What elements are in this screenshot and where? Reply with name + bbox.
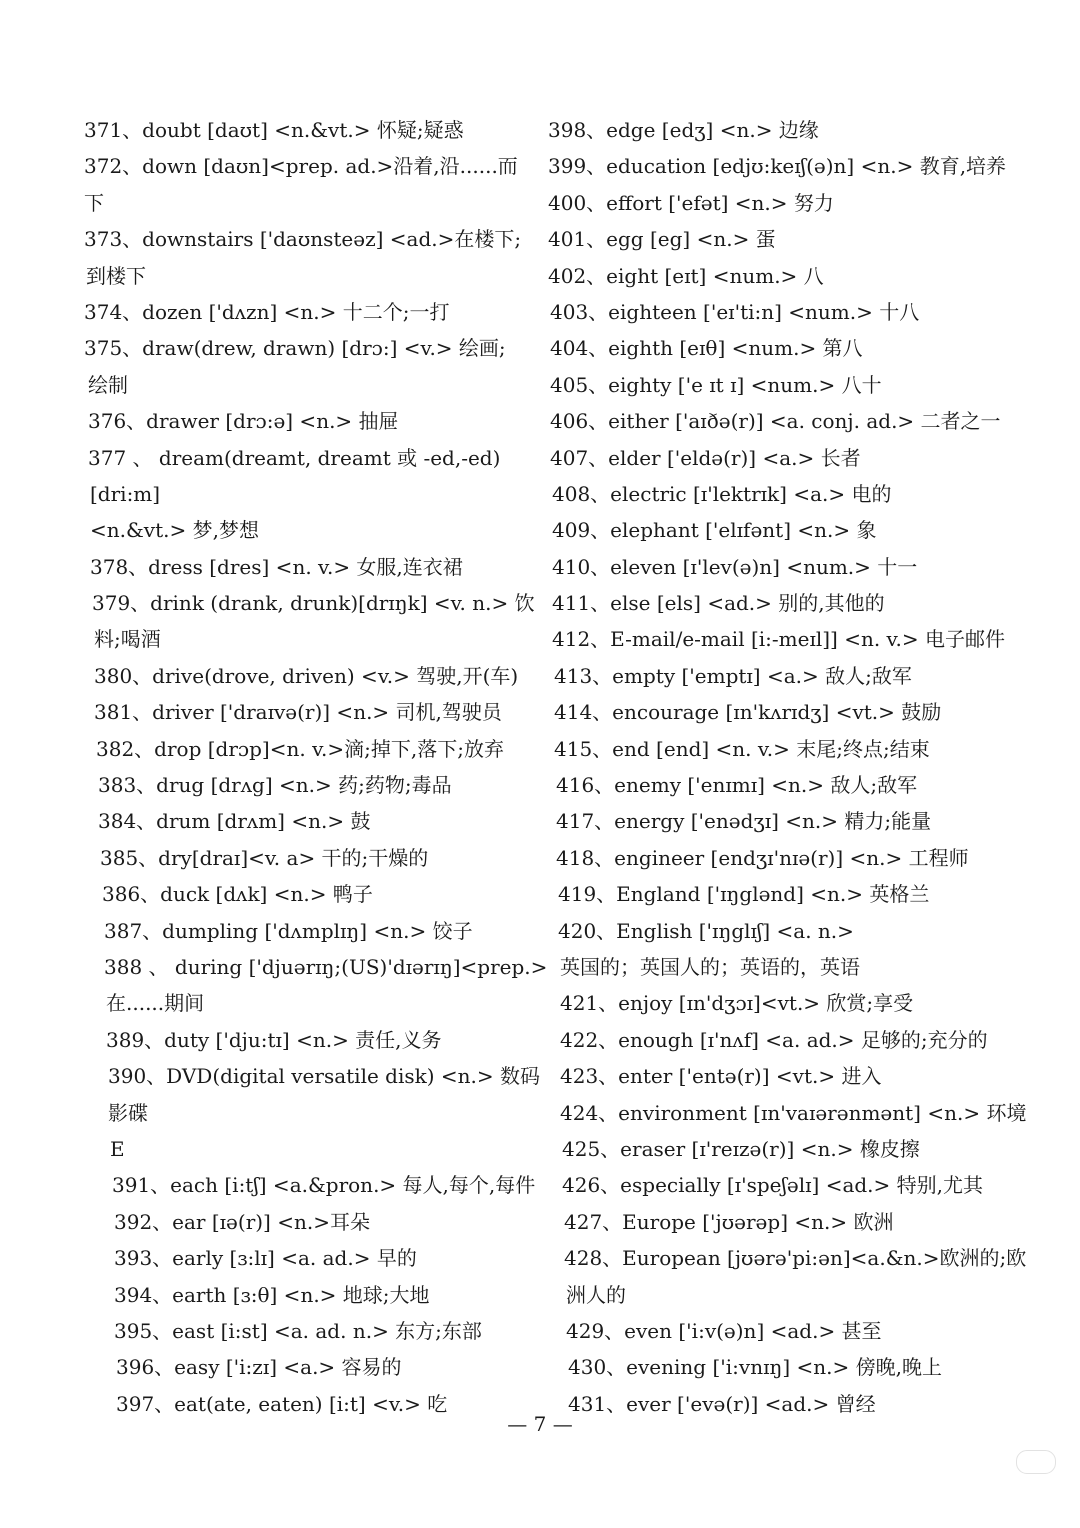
entry-line: 424、environment [ɪn'vaɪərənmənt] <n.> 环境 bbox=[560, 1100, 1027, 1125]
entry-line: 378、dress [dres] <n. v.> 女服,连衣裙 bbox=[90, 554, 463, 579]
entry-line: 429、even ['i:v(ə)n] <ad.> 甚至 bbox=[566, 1318, 882, 1343]
entry-line: 390、DVD(digital versatile disk) <n.> 数码 bbox=[108, 1064, 541, 1089]
entry-line: 423、enter ['entə(r)] <vt.> 进入 bbox=[560, 1064, 882, 1089]
entry-line: E bbox=[110, 1136, 125, 1161]
entry-line: 380、drive(drove, driven) <v.> 驾驶,开(车) bbox=[94, 663, 519, 688]
entry-line: 402、eight [eɪt] <num.> 八 bbox=[548, 263, 824, 288]
entry-line: 417、energy ['enədʒɪ] <n.> 精力;能量 bbox=[556, 809, 932, 834]
right-column bbox=[548, 112, 1027, 1422]
entry-line: 414、encourage [ɪn'kʌrɪdʒ] <vt.> 鼓励 bbox=[554, 700, 942, 725]
entry-line: 419、England ['ɪŋglənd] <n.> 英格兰 bbox=[558, 882, 930, 907]
entry-line: 397、eat(ate, eaten) [i:t] <v.> 吃 bbox=[116, 1391, 448, 1416]
entry-line: 395、east [i:st] <a. ad. n.> 东方;东部 bbox=[114, 1318, 482, 1343]
entry-line: 405、eighty ['e ɪt ɪ] <num.> 八十 bbox=[550, 372, 882, 397]
entry-line: 388 、 during ['djuərɪŋ;(US)'dɪərɪŋ]<prep.> bbox=[104, 954, 548, 979]
entry-line: 426、especially [ɪ'speʃəlɪ] <ad.> 特别,尤其 bbox=[562, 1173, 984, 1198]
entry-line: 401、egg [eg] <n.> 蛋 bbox=[548, 227, 776, 252]
entry-line: 料;喝酒 bbox=[94, 627, 161, 652]
entry-line: 408、electric [ɪ'lektrɪk] <a.> 电的 bbox=[552, 481, 892, 506]
entry-line: 391、each [i:tʃ] <a.&pron.> 每人,每个,每件 bbox=[112, 1173, 536, 1198]
entry-line: 430、evening ['i:vnɪŋ] <n.> 傍晚,晚上 bbox=[568, 1355, 942, 1380]
entry-line: 382、drop [drɔp]<n. v.>滴;掉下,落下;放弃 bbox=[96, 736, 504, 761]
entry-line: 392、ear [ɪə(r)] <n.>耳朵 bbox=[114, 1209, 370, 1234]
entry-line: 384、drum [drʌm] <n.> 鼓 bbox=[98, 809, 371, 834]
entry-line: 427、Europe ['jʊərəp] <n.> 欧洲 bbox=[564, 1209, 894, 1234]
entry-line: 387、dumpling ['dʌmplɪŋ] <n.> 饺子 bbox=[104, 918, 473, 943]
entry-line: 在......期间 bbox=[106, 991, 205, 1016]
left-column bbox=[84, 112, 548, 1422]
entry-line: <n.&vt.> 梦,梦想 bbox=[90, 518, 259, 543]
entry-line: 399、education [edjʊ:keɪʃ(ə)n] <n.> 教育,培养 bbox=[548, 154, 1007, 179]
entry-line: 410、eleven [ɪ'lev(ə)n] <num.> 十一 bbox=[552, 554, 918, 579]
entry-line: 393、early [ɜ:lɪ] <a. ad.> 早的 bbox=[114, 1246, 417, 1271]
entry-line: 421、enjoy [ɪn'dʒɔɪ]<vt.> 欣赏;享受 bbox=[560, 991, 914, 1016]
entry-line: 409、elephant ['elɪfənt] <n.> 象 bbox=[552, 518, 877, 543]
page-number: — 7 — bbox=[507, 1412, 573, 1436]
entry-line: 428、European [jʊərə'pi:ən]<a.&n.>欧洲的;欧 bbox=[564, 1246, 1027, 1271]
entry-line: 398、edge [edʒ] <n.> 边缘 bbox=[548, 118, 819, 142]
watermark-logo-icon bbox=[1016, 1450, 1056, 1474]
entry-line: 377 、 dream(dreamt, dreamt 或 -ed,-ed) bbox=[88, 445, 501, 470]
entry-line: 413、empty ['emptɪ] <a.> 敌人;敌军 bbox=[554, 663, 912, 688]
entry-line: 404、eighth [eɪθ] <num.> 第八 bbox=[550, 336, 863, 361]
entry-line: 407、elder ['eldə(r)] <a.> 长者 bbox=[550, 445, 861, 470]
entry-line: 425、eraser [ɪ'reɪzə(r)] <n.> 橡皮擦 bbox=[562, 1136, 920, 1161]
entry-line: 386、duck [dʌk] <n.> 鸭子 bbox=[102, 882, 373, 907]
entry-line: 383、drug [drʌg] <n.> 药;药物;毒品 bbox=[98, 773, 452, 798]
entry-line: 英国的；英国人的；英语的，英语 bbox=[560, 954, 860, 979]
entry-line: 400、effort ['efət] <n.> 努力 bbox=[548, 190, 834, 215]
entry-line: 415、end [end] <n. v.> 末尾;终点;结束 bbox=[554, 736, 930, 761]
entry-line: 下 bbox=[84, 190, 104, 215]
entry-line: 375、draw(drew, drawn) [drɔ:] <v.> 绘画; bbox=[84, 336, 506, 361]
entry-line: 406、either ['aɪðə(r)] <a. conj. ad.> 二者之一 bbox=[550, 409, 1001, 434]
entry-line: 385、dry[draɪ]<v. a> 干的;干燥的 bbox=[100, 845, 429, 870]
entry-line: 376、drawer [drɔ:ə] <n.> 抽屉 bbox=[88, 409, 399, 434]
entry-line: [dri:m] bbox=[90, 481, 161, 506]
entry-line: 影碟 bbox=[108, 1100, 148, 1125]
entry-line: 420、English ['ɪŋglɪʃ] <a. n.> bbox=[558, 918, 854, 943]
entry-line: 396、easy ['i:zɪ] <a.> 容易的 bbox=[116, 1355, 402, 1380]
entry-line: 绘制 bbox=[88, 372, 128, 397]
entry-line: 372、down [daʊn]<prep. ad.>沿着,沿......而 bbox=[84, 154, 518, 179]
entry-line: 412、E-mail/e-mail [i:-meɪl]] <n. v.> 电子邮件 bbox=[552, 627, 1005, 652]
entry-line: 411、else [els] <ad.> 别的,其他的 bbox=[552, 591, 885, 616]
entry-line: 到楼下 bbox=[86, 263, 146, 288]
entry-line: 洲人的 bbox=[566, 1282, 626, 1307]
entry-line: 371、doubt [daʊt] <n.&vt.> 怀疑;疑惑 bbox=[84, 118, 464, 142]
entry-line: 381、driver ['draɪvə(r)] <n.> 司机,驾驶员 bbox=[94, 700, 502, 725]
entry-line: 431、ever ['evə(r)] <ad.> 曾经 bbox=[568, 1391, 876, 1416]
entry-line: 394、earth [ɜ:θ] <n.> 地球;大地 bbox=[114, 1282, 430, 1307]
entry-line: 422、enough [ɪ'nʌf] <a. ad.> 足够的;充分的 bbox=[560, 1027, 988, 1052]
entry-line: 389、duty ['dju:tɪ] <n.> 责任,义务 bbox=[106, 1027, 442, 1052]
entry-line: 374、dozen ['dʌzn] <n.> 十二个;一打 bbox=[84, 299, 450, 324]
entry-line: 416、enemy ['enɪmɪ] <n.> 敌人;敌军 bbox=[556, 773, 918, 798]
entry-line: 373、downstairs ['daʊnsteəz] <ad.>在楼下; bbox=[84, 227, 522, 252]
entry-line: 379、drink (drank, drunk)[drɪŋk] <v. n.> 饮 bbox=[92, 591, 535, 616]
entry-line: 403、eighteen ['eɪ'ti:n] <num.> 十八 bbox=[550, 299, 920, 324]
entry-line: 418、engineer [endʒɪ'nɪə(r)] <n.> 工程师 bbox=[556, 845, 969, 870]
watermark bbox=[876, 1450, 1056, 1510]
